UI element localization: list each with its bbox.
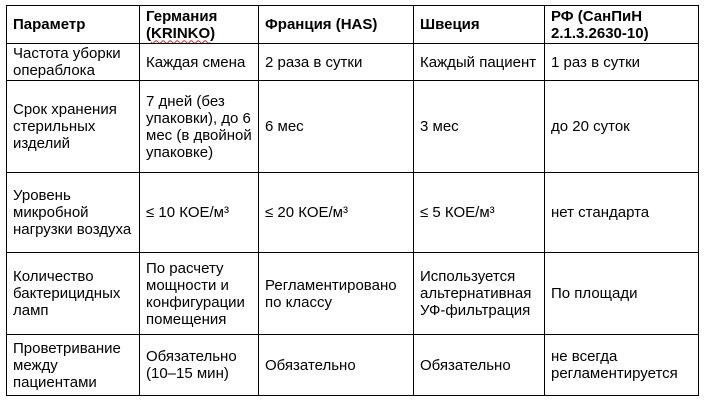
header-row <box>7 6 699 44</box>
cell-sweden: Используется альтернативная УФ-фильтрация <box>414 253 545 335</box>
cell-france: 6 мес <box>259 81 414 173</box>
cell-sweden: Обязательно <box>414 335 545 396</box>
header-rf: РФ (СанПиН 2.1.3.2630-10) <box>545 6 699 44</box>
row-param: Количество бактерицидных ламп <box>7 253 140 335</box>
cell-germany: ≤ 10 КОЕ/м³ <box>140 173 259 253</box>
comparison-table <box>6 5 699 396</box>
cell-sweden: ≤ 5 КОЕ/м³ <box>414 173 545 253</box>
row-param: Проветривание между пациентами <box>7 335 140 396</box>
table-row <box>7 173 699 253</box>
cell-germany: Каждая смена <box>140 44 259 81</box>
cell-germany: Обязательно (10–15 мин) <box>140 335 259 396</box>
cell-sweden: 3 мес <box>414 81 545 173</box>
header-france: Франция (HAS) <box>259 6 414 44</box>
table-row <box>7 335 699 396</box>
cell-rf: нет стандарта <box>545 173 699 253</box>
cell-sweden: Каждый пациент <box>414 44 545 81</box>
cell-rf: По площади <box>545 253 699 335</box>
table-row <box>7 44 699 81</box>
header-germany-prefix: Германия <box>146 7 218 25</box>
header-germany: Германия (KRINKO) <box>140 6 259 44</box>
cell-france: ≤ 20 КОЕ/м³ <box>259 173 414 253</box>
cell-france: Регламентировано по классу <box>259 253 414 335</box>
cell-rf: не всегда регламентируется <box>545 335 699 396</box>
cell-rf: 1 раз в сутки <box>545 44 699 81</box>
row-param: Частота уборки операблока <box>7 44 140 81</box>
header-sweden: Швеция <box>414 6 545 44</box>
header-param: Параметр <box>7 6 140 44</box>
table-row <box>7 81 699 173</box>
cell-france: Обязательно <box>259 335 414 396</box>
row-param: Срок хранения стерильных изделий <box>7 81 140 173</box>
table-row <box>7 253 699 335</box>
cell-germany: 7 дней (без упаковки), до 6 мес (в двойной упаковке) <box>140 81 259 173</box>
header-germany-krinko: KRINKO <box>151 24 211 42</box>
cell-france: 2 раза в сутки <box>259 44 414 81</box>
cell-rf: до 20 суток <box>545 81 699 173</box>
row-param: Уровень микробной нагрузки воздуха <box>7 173 140 253</box>
cell-germany: По расчету мощности и конфигурации помещения <box>140 253 259 335</box>
